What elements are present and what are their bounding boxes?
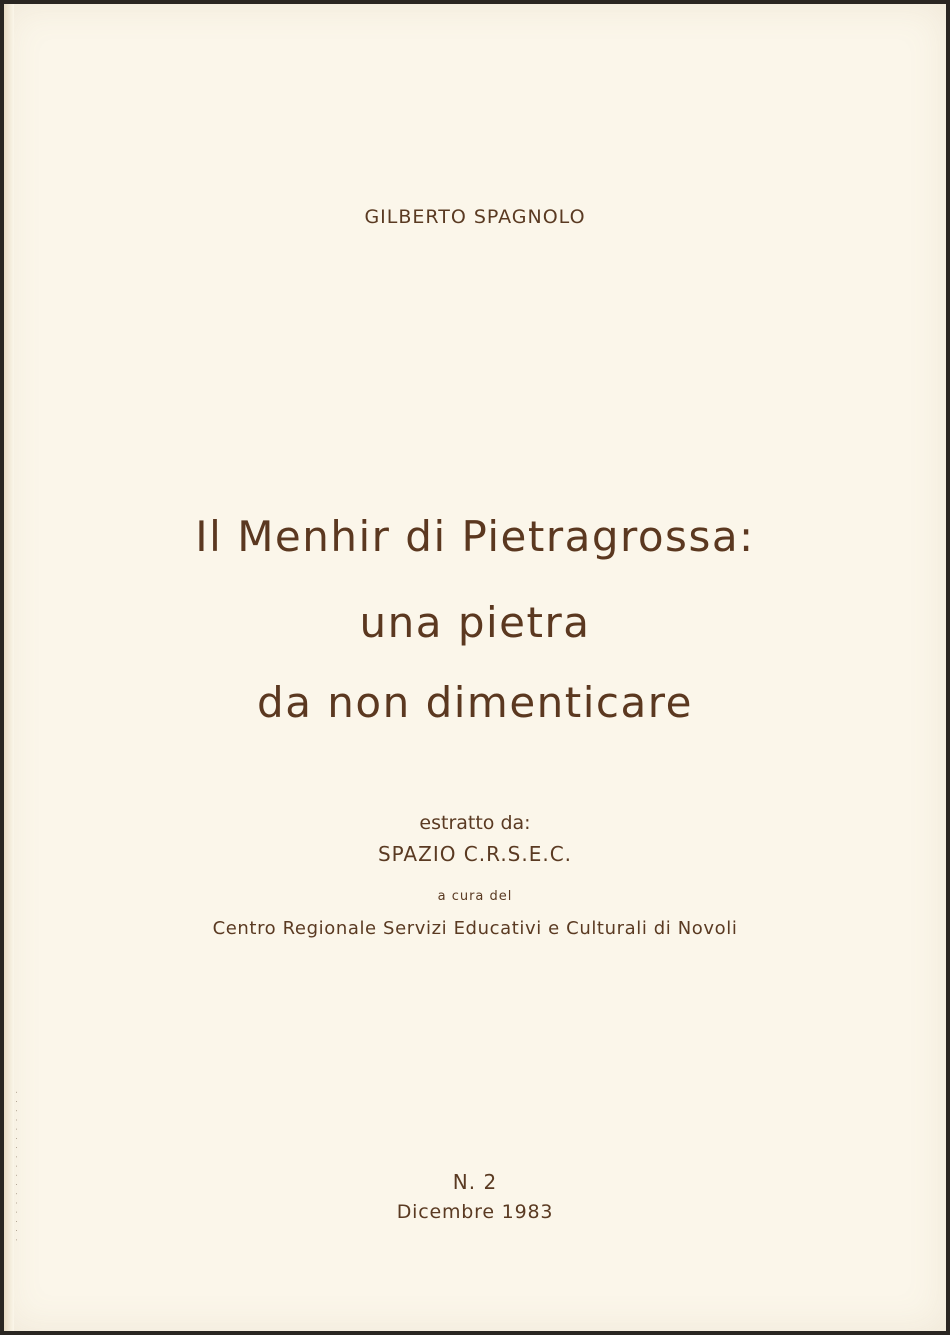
book-cover — [4, 4, 946, 1331]
institution-name: Centro Regionale Servizi Educativi e Culturali di Novoli — [212, 918, 738, 939]
title-line-3: da non dimenticare — [257, 678, 693, 727]
title-line-1: Il Menhir di Pietragrossa: — [195, 512, 755, 561]
publication-date: Dicembre 1983 — [396, 1201, 554, 1223]
curated-by-label: a cura del — [437, 889, 513, 904]
author-name: GILBERTO SPAGNOLO — [364, 206, 586, 228]
title-line-2: una pietra — [359, 598, 591, 647]
publication-name: SPAZIO C.R.S.E.C. — [377, 842, 573, 866]
extract-label: estratto da: — [419, 812, 531, 834]
side-printer-stamp: · · · · · · · · · · · · · · · · · — [13, 1089, 21, 1242]
issue-number: N. 2 — [452, 1170, 498, 1194]
